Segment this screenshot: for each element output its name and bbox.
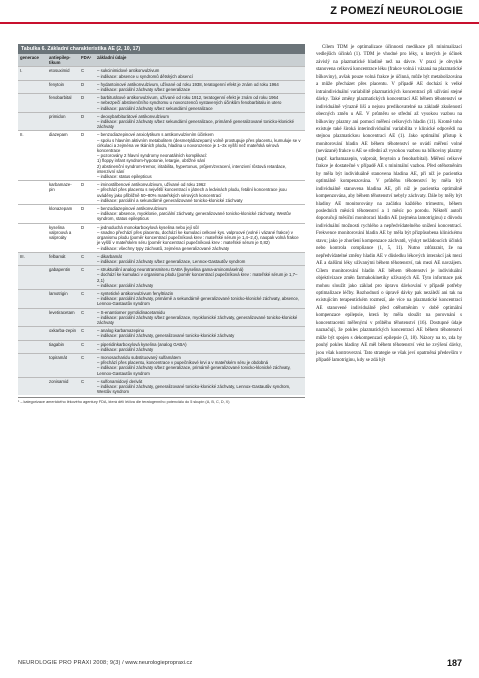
info-line: – indikace: parciální záchvaty, generalizované tonicko-klonické záchvaty, Lennox-Gastautův syndrom, Westův syndrom xyxy=(97,383,291,395)
table-row xyxy=(18,131,305,181)
info-line: – hydantoinové antikonvulzivum, užívané od roku 1938, teratogenní efekt je znám od roku 1964 xyxy=(97,81,279,87)
table-footnote: ¹ – kategorizace amerického lékového agentury FDA, která dělí léčiva dle teratogenního potenciálu do 5 skupin (A, B, C, D, X) xyxy=(18,397,305,404)
cell-info xyxy=(95,131,305,181)
cell-generation: I. xyxy=(18,67,47,80)
info-line: – jednoduchá monokarboxylová kyselina nebo její sůl xyxy=(97,224,199,230)
cell-fda: D xyxy=(79,205,95,224)
cell-fda: C xyxy=(79,327,95,340)
info-line: – indikace: parciální a sekundárně generalizované tonicko-klonické záchvaty xyxy=(97,197,243,203)
cell-info xyxy=(95,377,305,395)
cell-generation xyxy=(18,289,47,308)
cell-generation: II. xyxy=(18,131,47,181)
cell-fda: D xyxy=(79,112,95,131)
cell-info xyxy=(95,308,305,327)
table-row xyxy=(18,252,305,265)
cell-info xyxy=(95,181,305,205)
cell-generation xyxy=(18,94,47,113)
info-line: – indikace: parciální záchvaty xyxy=(97,346,154,352)
section-title: Z POMEZÍ NEUROLOGIE xyxy=(330,5,463,17)
cell-generation xyxy=(18,80,47,93)
cell-drug: felbamát xyxy=(47,252,79,265)
cell-drug: primidon xyxy=(47,112,79,131)
cell-generation xyxy=(18,205,47,224)
cell-drug: gabapentin xyxy=(47,266,79,290)
table-row xyxy=(18,223,305,252)
page-footer xyxy=(18,660,462,666)
header-band xyxy=(0,0,479,22)
info-line: – indikace: absence, myoklonie, parciální záchvaty, generalizované tonicko-klonické záchvaty, Westův syndrom, status epilepticus xyxy=(97,211,291,222)
info-line: – strukturální analog neurotransmiteru GABA (kyselina gama-aminomáselná) xyxy=(97,267,244,273)
cell-drug: klonazepam xyxy=(47,205,79,224)
info-line: – dikarbamát xyxy=(97,253,122,259)
cell-info xyxy=(95,223,305,252)
cell-fda: D xyxy=(79,80,95,93)
info-line: – indikace: parciální záchvaty, generalizované tonicko-klonické záchvaty xyxy=(97,333,235,339)
cell-generation xyxy=(18,181,47,205)
info-line: – barbiturátové antikonvulzivum, užívané od roku 1912, teratogenní efekt je znám od roku 1964 xyxy=(97,95,279,101)
info-line: – S-enantiomer pyrrolidinacetamidu xyxy=(97,309,165,315)
info-line: – indikace: parciální záchvaty, primárně a sekundárně generalizované tonicko-klonické záchvaty, absence, Lennox-Gastautův syndrom xyxy=(97,296,300,307)
info-line: – deoxybarbiturátové antikonvulzivum xyxy=(97,113,169,119)
info-line: – přechází přes placentu s největší koncentrací v játrech a ledvinách plodu, fetální koncentrace jsou uváděny jako přibližně 50–80% mateřských sérových koncentrací xyxy=(97,187,287,198)
characteristics-table xyxy=(18,44,305,404)
cell-drug: oxkarba-zepin xyxy=(47,327,79,340)
cell-fda: C xyxy=(79,289,95,308)
info-line: 1) floppy infant syndrom-hypotonie, letargie, obtížné sání xyxy=(97,158,206,164)
info-line: – analog karbamazepinu xyxy=(97,328,145,334)
cell-drug: zonisamid xyxy=(47,377,79,395)
info-line: 2) abstinenční syndrom-tremor, iritabilita, hypertonus, průjem/zvracení, intenzivní růstová retardace, intenzivní sání xyxy=(97,163,287,174)
article-paragraph: Cílem TDM je optimalizace účinnosti medikace při minimalizaci vedlejších účinků (1). TDM je vhodné pro léky, u kterých je účinek závislý na plazmatické hladině než na dávce. V praxi je obvykle stanovena celková koncentrace léku (frakce volná i vázaná na plazmatické bílkoviny), avšak pouze volná frakce je účinná, může být metabolizována a může přecházet přes placentu. V případě AE dochází k velké intraindividuální variabilitě plazmatických koncentrací při užívání stejné dávky. Také změny plazmatických koncentrací AE během těhotenství se individuálně výrazně liší a nejsou predikovatelné na základě zkušeností obecných změn u AE. V průměru se střední až vysokou vazbou na bílkoviny plazmy ani pomocí měření celkových hladin (11). Kromě toho existuje také široká interindividuální variabilita v klinické odpovědi na stejnou plazmatickou koncentraci AE (1). Jako optimální přístup k monitorování hladin AE během těhotenství se uvádí měření volné (nevázané) frakce u AE se střední až vysokou vazbou na bílkoviny plazmy (např. karbamazepin, valproát, fenytoin a fenobarbital). Měření celkové frakce je dostatečné v případě AE s minimální vazbou. Před otěhotněním by měla být individuálně stanovena hladina AE, při níž je pacientka optimálně kompenzována. V průběhu těhotenství by měla být individuálně stanovena hladina AE, při níž je pacientka optimálně kompenzována, aby během těhotenství nebyly záchvaty. Dále by měly být hladiny AE monitorovány na začátku každého trimestru, během posledních měsíců těhotenství a 1 měsíc po porodu. Někteří autoři doporučují měsíční monitoraci hladin AE (zejména lamotriginu) z důvodu individuální možnosti rychlého a nepředvídatelného snížení koncentrací. Frekvence monitorování hladin AE by měla být přizpůsobena klinickému stavu; jako je zhoršení kompenzace záchvatů, výskyt nežádoucích účinků nebo kontrola compliance (1, 5, 11). Nutno zdůraznit, že na nepředvídatelné změny hladin AE v důsledku lékových interakcí jak mezi AE a dalšími léky užívanými během těhotenství, tak mezi AE navzájem. Cílem monitorování hladin AE během těhotenství je individuální objektivizace změn farmakokinetiky užívaných AE. Tyto informace pak mohou sloužit jako základ pro úpravu dávkování v případě potřeby optimalizace léčby. Rozhodnutí o úpravě dávky pak nezáleží ani tak na existujícím terapeutickém rozmezí, ale více na plazmatické koncentraci AE stanovené individuálně před otěhotněním v době optimální kompenzace epilepsie, která by měla sloužit na porovnání s koncentracemi měřenými v průběhu těhotenství (16). Dostupné údaje naznačují, že pokles plazmatických koncentrací AE během těhotenství může být spojen s dekompenzací epilepsie (3, 18). Názory na to, zda by pouhý pokles hladiny AE měl během těhotenství vést ke zvýšení dávky, jsou však kontroverzní. Tato strategie se však jeví opatrněná především v případě lamotriginu, kdy se zdá být xyxy=(316,45,462,364)
col-header-info: základní údaje xyxy=(95,54,305,67)
table-row xyxy=(18,327,305,340)
col-header-generation: generace xyxy=(18,54,47,67)
info-line: – iminostilbenové antikonvulzivum, užívané od roku 1962 xyxy=(97,182,206,188)
info-line: – pozorovány 2 hlavní syndromy neonatálních komplikací: xyxy=(97,153,208,159)
cell-generation xyxy=(18,308,47,327)
cell-fda: C xyxy=(79,308,95,327)
cell-fda: D xyxy=(79,181,95,205)
journal-citation: NEUROLOGIE PRO PRAXI 2008; 9(3) xyxy=(18,660,121,666)
cell-info xyxy=(95,252,305,265)
info-line: – indikace: status epilepticus xyxy=(97,174,152,180)
table-row xyxy=(18,205,305,224)
table-row xyxy=(18,67,305,80)
info-line: – sulfonamidový derivát xyxy=(97,378,143,384)
cell-fda: D xyxy=(79,223,95,252)
cell-info xyxy=(95,340,305,353)
info-line: – indikace: absence u syndromů dětských absencí xyxy=(97,73,194,79)
article-text-column xyxy=(316,44,462,364)
journal-url: www.neurologiepropraxi.cz xyxy=(125,660,193,666)
info-line: – indikace: parciální záchvaty s/bez generalizace, Lennox-Gastautův syndrom xyxy=(97,258,246,264)
cell-fda: D xyxy=(79,131,95,181)
cell-drug: fenobarbital xyxy=(47,94,79,113)
cell-drug: kyselina valproová a valproáty xyxy=(47,223,79,252)
info-line: – snadno přechází přes placentu, dochází ke kumulaci celkové kys. valproové (volné i vázané frakce) v organismu plodu (poměr koncentrací pupečníková krev : mateřské sérum je 1,4–2,4), naopak volná frakce je vyšší v mateřském séru (poměr koncentrací pupečníková krev : mateřské sérum je 0,82) xyxy=(97,229,299,246)
cell-drug: karbamaze-pin xyxy=(47,181,79,205)
cell-fda: C xyxy=(79,353,95,377)
info-line: – sukcinimidové antikonvulzivum xyxy=(97,68,160,74)
table-row xyxy=(18,181,305,205)
cell-drug: lamotrigin xyxy=(47,289,79,308)
info-line: – indikace: parciální záchvaty s/bez generalizace, primárně generalizované tonicko-klonické záchvaty, Lennox-Gastautův syndrom xyxy=(97,365,291,376)
table-row xyxy=(18,377,305,395)
footer-separator: / xyxy=(122,660,124,666)
info-line: – přechází přes placentu, koncentrace v pupečníkové krvi a v mateřském séru je obdobná xyxy=(97,360,269,366)
table-caption: Tabulka 6. Základní charakteristika AE (2, 10, 17) xyxy=(18,44,305,54)
table-header-row xyxy=(18,54,305,67)
info-line: – indikace: parciální záchvaty s/bez sekundární generalizace xyxy=(97,105,213,111)
info-line: – dochází ke kumulaci v organismu plodu (poměr koncentrací pupečníková krev : mateřské sérum je 1,7–2,1) xyxy=(97,272,298,283)
cell-drug: tiagabin xyxy=(47,340,79,353)
table-row xyxy=(18,353,305,377)
info-line: – nebezpečí abstinenčního syndromu u novorozenců vystavených účinkům fenobarbitalu in utero xyxy=(97,100,282,106)
cell-drug: levetiracetam xyxy=(47,308,79,327)
table-row xyxy=(18,80,305,93)
cell-generation xyxy=(18,266,47,290)
info-line: – benzodiazepinové anxiolytikum s antikonvulzivním účinkem xyxy=(97,132,214,138)
table-row xyxy=(18,308,305,327)
cell-generation xyxy=(18,327,47,340)
cell-info xyxy=(95,266,305,290)
cell-info xyxy=(95,205,305,224)
info-line: – spolu s hlavním aktivním metabolitem (desmetyldiazepam) volně prostupuje přes placentu, kumuluje se v cirkulaci a zejména ve tkáních plodu, hladina u novorozence je 1–3x vyšší než mateřská sérová koncentrace xyxy=(97,137,301,154)
page-number: 187 xyxy=(446,658,462,668)
info-line: – benzodiazepinové antikonvulzivum xyxy=(97,206,167,212)
cell-info xyxy=(95,327,305,340)
cell-drug: topiramát xyxy=(47,353,79,377)
table-row xyxy=(18,289,305,308)
cell-generation xyxy=(18,377,47,395)
cell-info xyxy=(95,112,305,131)
cell-fda: D xyxy=(79,94,95,113)
col-header-drug: antiepilep-tikum xyxy=(47,54,79,67)
cell-fda: C xyxy=(79,340,95,353)
table-row xyxy=(18,340,305,353)
table-row xyxy=(18,94,305,113)
cell-drug: etosuximid xyxy=(47,67,79,80)
info-line: – syntetické antikonvulzivum fenyltriazin xyxy=(97,290,174,296)
cell-generation xyxy=(18,112,47,131)
info-line: – indikace: parciální záchvaty s/bez generalizace, myoklonické záchvaty, generalizované tonicko-klonické záchvaty xyxy=(97,314,298,325)
cell-info xyxy=(95,289,305,308)
cell-drug: fenytoin xyxy=(47,80,79,93)
info-line: – indikace: všechny typy záchvatů, zejména generalizované záchvaty xyxy=(97,245,230,251)
cell-fda: C xyxy=(79,67,95,80)
info-line: – piperidinkarboxylová kyselina (analog GABA) xyxy=(97,341,187,347)
cell-generation: III. xyxy=(18,252,47,265)
cell-info xyxy=(95,94,305,113)
cell-fda: C xyxy=(79,266,95,290)
header-rule xyxy=(0,22,479,24)
info-line: – indikace: parciální záchvaty s/bez sekundární generalizace, primárně generalizované tonicko-klonické záchvaty xyxy=(97,119,295,130)
cell-fda: C xyxy=(79,377,95,395)
info-line: – indikace: parciální záchvaty xyxy=(97,282,154,288)
cell-info xyxy=(95,67,305,80)
info-line: – monosacharidu substituovaný sulfamátem xyxy=(97,354,181,360)
info-line: – indikace: parciální záchvaty s/bez generalizace xyxy=(97,87,191,93)
cell-drug: diazepam xyxy=(47,131,79,181)
table-row xyxy=(18,112,305,131)
cell-info xyxy=(95,353,305,377)
table xyxy=(18,54,305,395)
table-row xyxy=(18,266,305,290)
cell-fda: C xyxy=(79,252,95,265)
cell-generation xyxy=(18,353,47,377)
col-header-fda: FDA¹ xyxy=(79,54,95,67)
cell-generation xyxy=(18,223,47,252)
cell-info xyxy=(95,80,305,93)
cell-generation xyxy=(18,340,47,353)
